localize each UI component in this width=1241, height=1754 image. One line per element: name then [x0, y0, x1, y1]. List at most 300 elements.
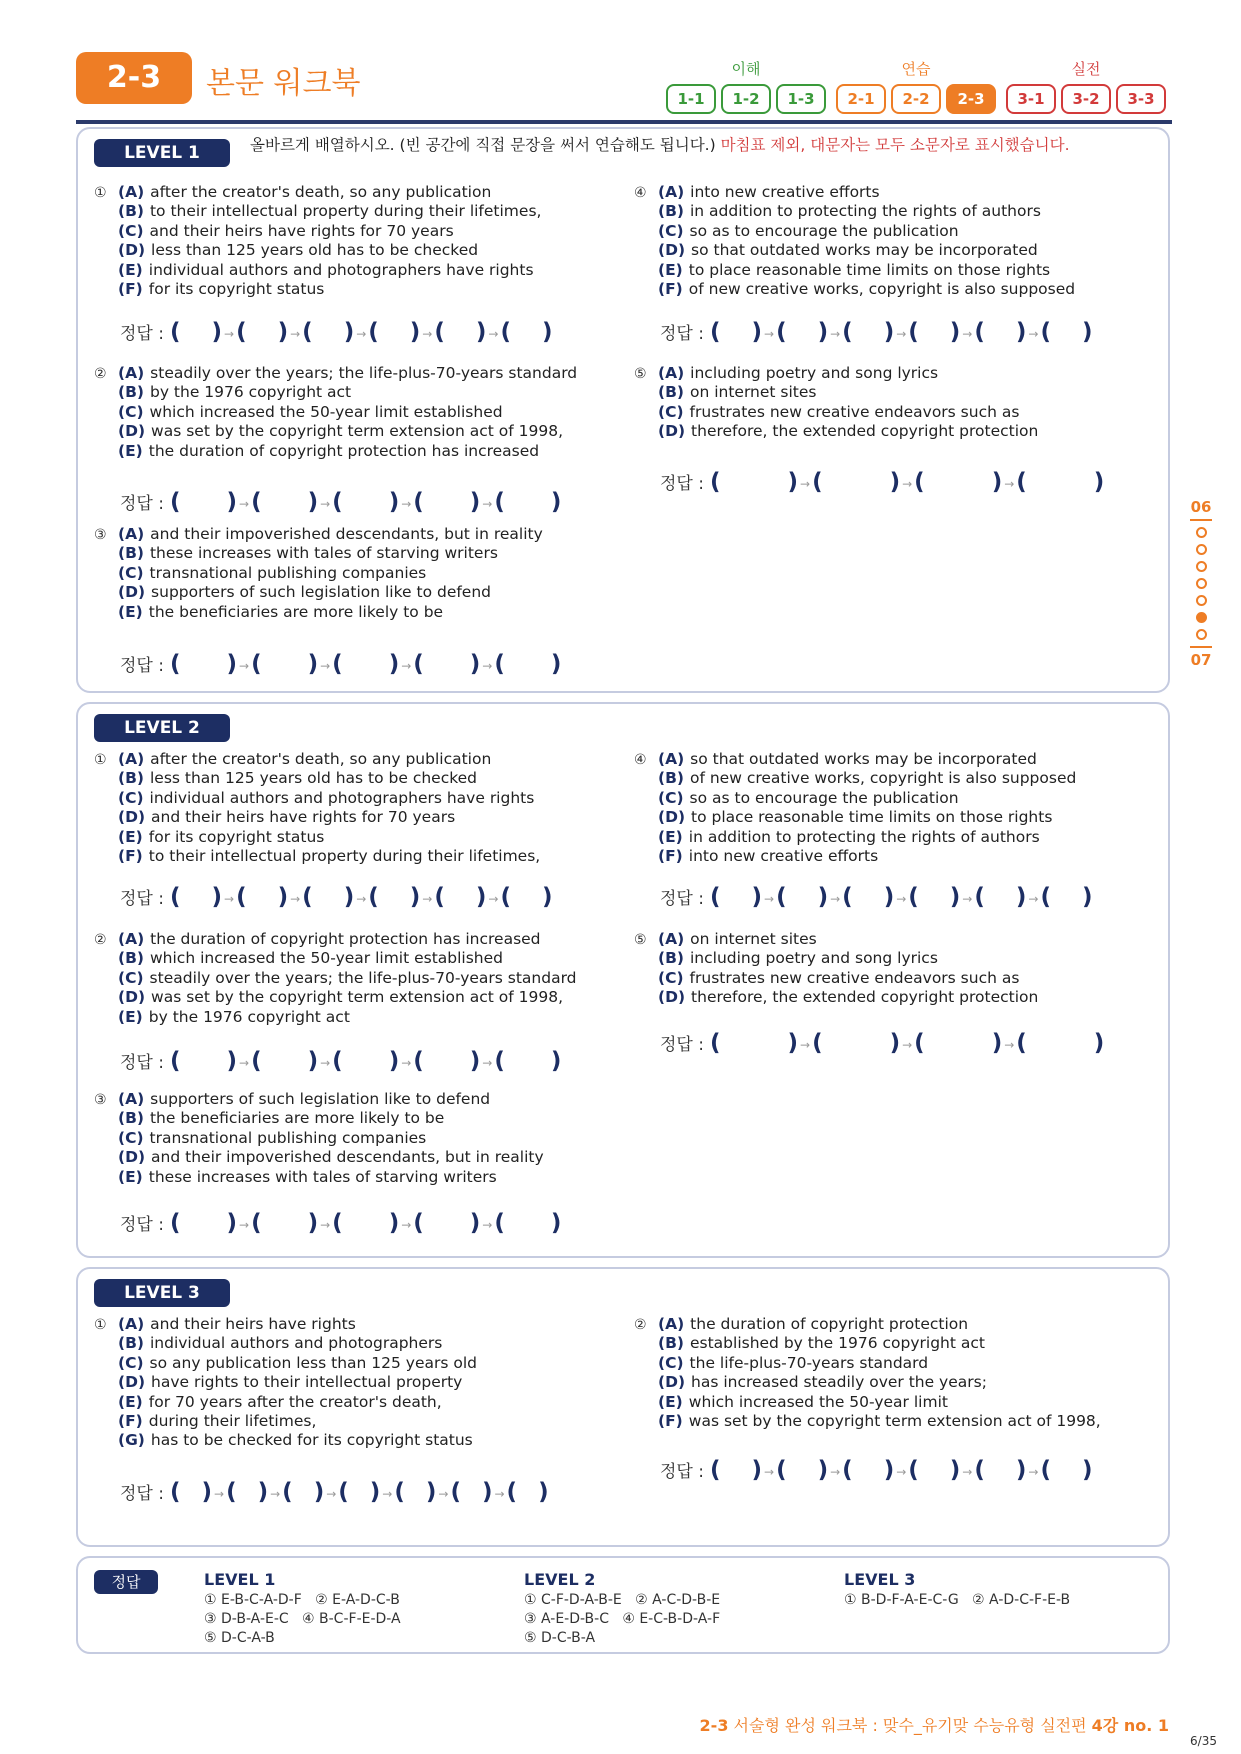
item-letter: (D): [118, 1373, 146, 1392]
answer-label: 정답 :: [120, 324, 164, 344]
answer-slot-open[interactable]: (: [1040, 884, 1051, 910]
item-text: so any publication less than 125 years old: [149, 1353, 477, 1372]
page-dot-icon[interactable]: [1196, 527, 1207, 538]
answer-slot-close[interactable]: ): [307, 1210, 319, 1236]
answer-slot-close[interactable]: ): [991, 1030, 1003, 1056]
answer-slot-close[interactable]: ): [277, 884, 289, 910]
answer-slot-open[interactable]: (: [908, 319, 919, 345]
answer-slot-close[interactable]: ): [541, 884, 553, 910]
item-letter: (B): [658, 949, 684, 968]
item-text: was set by the copyright term extension act of 1998,: [151, 422, 564, 441]
answer-key-badge: 정답: [94, 1570, 158, 1594]
question-item: [118, 364, 577, 383]
answer-slot-open[interactable]: (: [908, 1457, 919, 1483]
answer-slot-open[interactable]: (: [974, 319, 985, 345]
answer-slot-open[interactable]: (: [1040, 319, 1051, 345]
question-item: [118, 988, 577, 1007]
item-text: frustrates new creative endeavors such as: [689, 968, 1020, 987]
nav-button-2-2[interactable]: 2-2: [891, 84, 941, 114]
answer-slot-close[interactable]: ): [257, 1479, 269, 1505]
question-item: [658, 969, 1038, 988]
answer-slot-open[interactable]: (: [236, 319, 247, 345]
item-text: has to be checked for its copyright status: [150, 1431, 473, 1450]
answer-slot-open[interactable]: (: [169, 651, 181, 677]
item-letter: (E): [658, 260, 683, 279]
nav-button-2-3[interactable]: 2-3: [946, 84, 996, 114]
answer-slot-close[interactable]: ): [550, 1048, 562, 1074]
question-items: [658, 750, 1076, 866]
question-item: [118, 969, 577, 988]
item-letter: (C): [658, 221, 684, 240]
answer-slot-close[interactable]: ): [201, 1479, 213, 1505]
page-dot-icon[interactable]: [1196, 612, 1207, 623]
answer-label: 정답 :: [120, 1053, 164, 1073]
answer-slot-open[interactable]: (: [332, 651, 343, 677]
answer-slot-open[interactable]: (: [394, 1479, 405, 1505]
answer-slot-open[interactable]: (: [332, 1210, 343, 1236]
item-text: for 70 years after the creator's death,: [148, 1392, 442, 1411]
answer-slot-open[interactable]: (: [251, 489, 262, 515]
answer-slot-open[interactable]: (: [494, 651, 505, 677]
arrow-icon: →: [401, 1218, 412, 1232]
question-number: ②: [94, 932, 107, 948]
item-letter: (A): [118, 1090, 145, 1108]
answer-slot-close[interactable]: ): [1015, 319, 1027, 345]
answer-slot-open[interactable]: (: [812, 1030, 823, 1056]
item-text: of new creative works, copyright is also supposed: [688, 280, 1076, 299]
answer-slot-open[interactable]: (: [413, 1048, 424, 1074]
answer-slot-open[interactable]: (: [494, 489, 505, 515]
answer-slot-open[interactable]: (: [169, 489, 181, 515]
question-item: [658, 828, 1076, 847]
answer-key-line: ③ D-B-A-E-C ④ B-C-F-E-D-A: [204, 1611, 401, 1627]
question-item: [118, 583, 543, 602]
answer-slot-open[interactable]: (: [908, 884, 919, 910]
arrow-icon: →: [1028, 327, 1039, 341]
item-letter: (C): [118, 968, 144, 987]
nav-button-1-2[interactable]: 1-2: [721, 84, 771, 114]
page-dot-icon[interactable]: [1196, 561, 1207, 572]
answer-label: 정답 :: [660, 1462, 704, 1482]
answer-blank-line[interactable]: [120, 1048, 561, 1074]
item-text: during their lifetimes,: [148, 1412, 317, 1431]
arrow-icon: →: [320, 659, 331, 673]
item-text: transnational publishing companies: [149, 563, 427, 582]
answer-blank-line[interactable]: [660, 1457, 1092, 1483]
answer-slot-close[interactable]: ): [226, 489, 238, 515]
answer-slot-open[interactable]: (: [776, 884, 787, 910]
answer-slot-close[interactable]: ): [226, 651, 238, 677]
answer-slot-open[interactable]: (: [302, 319, 313, 345]
arrow-icon: →: [830, 1465, 841, 1479]
answer-slot-open[interactable]: (: [842, 1457, 853, 1483]
arrow-icon: →: [1004, 477, 1015, 491]
page-dot-icon[interactable]: [1196, 629, 1207, 640]
question-number: ③: [94, 1092, 107, 1108]
answer-slot-close[interactable]: ): [889, 469, 901, 495]
question-items: [118, 1315, 477, 1451]
answer-slot-open[interactable]: (: [169, 1210, 181, 1236]
item-letter: (F): [658, 1412, 683, 1431]
answer-key-column: [204, 1570, 401, 1648]
answer-slot-close[interactable]: ): [787, 469, 799, 495]
answer-slot-close[interactable]: ): [211, 319, 223, 345]
answer-slot-open[interactable]: (: [413, 651, 424, 677]
answer-slot-open[interactable]: (: [914, 469, 925, 495]
answer-label: 정답 :: [660, 474, 704, 494]
answer-label: 정답 :: [120, 1215, 164, 1235]
answer-blank-line[interactable]: [120, 489, 561, 515]
answer-slot-open[interactable]: (: [1016, 469, 1027, 495]
answer-slot-open[interactable]: (: [709, 1457, 721, 1483]
answer-slot-open[interactable]: (: [413, 489, 424, 515]
item-text: after the creator's death, so any publication: [150, 183, 492, 201]
arrow-icon: →: [422, 327, 433, 341]
answer-key-line: ⑤ D-C-B-A: [524, 1630, 596, 1646]
answer-blank-line[interactable]: [660, 884, 1092, 910]
answer-slot-close[interactable]: ): [550, 489, 562, 515]
item-text: so that outdated works may be incorporated: [691, 241, 1038, 260]
item-text: was set by the copyright term extension act of 1998,: [688, 1412, 1101, 1431]
question-items: [118, 525, 543, 622]
item-letter: (B): [658, 383, 684, 402]
question-item: [118, 183, 541, 202]
item-letter: (D): [658, 808, 686, 827]
answer-slot-close[interactable]: ): [1081, 884, 1093, 910]
item-letter: (D): [118, 241, 146, 260]
answer-key-line: ① E-B-C-A-D-F ② E-A-D-C-B: [204, 1592, 400, 1608]
answer-slot-open[interactable]: (: [169, 884, 181, 910]
section-code-badge: 2-3: [76, 52, 192, 104]
answer-slot-close[interactable]: ): [469, 1048, 481, 1074]
item-text: and their heirs have rights: [150, 1315, 356, 1333]
answer-slot-open[interactable]: (: [842, 319, 853, 345]
answer-slot-close[interactable]: ): [369, 1479, 381, 1505]
answer-slot-open[interactable]: (: [169, 319, 181, 345]
item-letter: (D): [658, 422, 686, 441]
question-item: [118, 828, 540, 847]
answer-slot-close[interactable]: ): [889, 1030, 901, 1056]
answer-blank-line[interactable]: [660, 319, 1092, 345]
answer-slot-open[interactable]: (: [251, 1210, 262, 1236]
answer-slot-close[interactable]: ): [787, 1030, 799, 1056]
answer-slot-close[interactable]: ): [409, 884, 421, 910]
question-item: [118, 750, 540, 769]
answer-slot-close[interactable]: ): [313, 1479, 325, 1505]
answer-label: 정답 :: [660, 889, 704, 909]
question-item: [118, 930, 577, 949]
nav-button-3-3[interactable]: 3-3: [1116, 84, 1166, 114]
answer-slot-close[interactable]: ): [550, 651, 562, 677]
answer-slot-close[interactable]: ): [1015, 1457, 1027, 1483]
arrow-icon: →: [896, 892, 907, 906]
answer-slot-open[interactable]: (: [169, 1479, 181, 1505]
answer-blank-line[interactable]: [660, 469, 1104, 495]
arrow-icon: →: [800, 1038, 811, 1052]
item-letter: (D): [118, 988, 146, 1007]
answer-slot-close[interactable]: ): [817, 319, 829, 345]
answer-slot-close[interactable]: ): [388, 489, 400, 515]
item-letter: (B): [118, 383, 144, 402]
question-item: [118, 1315, 477, 1334]
item-letter: (A): [658, 930, 685, 948]
answer-slot-close[interactable]: ): [343, 319, 355, 345]
answer-slot-close[interactable]: ): [388, 1048, 400, 1074]
question-item: [658, 750, 1076, 769]
answer-slot-close[interactable]: ): [1093, 469, 1105, 495]
item-letter: (E): [118, 1167, 143, 1186]
item-letter: (B): [658, 202, 684, 221]
answer-blank-line[interactable]: [120, 651, 561, 677]
answer-label: 정답 :: [120, 494, 164, 514]
answer-slot-close[interactable]: ): [388, 1210, 400, 1236]
question-item: [118, 808, 540, 827]
answer-slot-close[interactable]: ): [949, 1457, 961, 1483]
answer-slot-close[interactable]: ): [883, 1457, 895, 1483]
answer-slot-open[interactable]: (: [302, 884, 313, 910]
question-item: [118, 241, 541, 260]
answer-slot-close[interactable]: ): [1081, 319, 1093, 345]
question-item: [118, 1373, 477, 1392]
answer-slot-open[interactable]: (: [709, 319, 721, 345]
footer-text: 2-3 서술형 완성 워크북 : 맞수_유기맞 수능유형 실전편 4강 no. 1: [699, 1716, 1169, 1735]
arrow-icon: →: [239, 659, 250, 673]
answer-slot-open[interactable]: (: [709, 469, 721, 495]
answer-slot-close[interactable]: ): [817, 1457, 829, 1483]
answer-slot-open[interactable]: (: [236, 884, 247, 910]
question-item: [658, 1393, 1101, 1412]
answer-slot-open[interactable]: (: [226, 1479, 237, 1505]
answer-slot-open[interactable]: (: [812, 469, 823, 495]
item-letter: (E): [118, 602, 143, 621]
item-text: the duration of copyright protection has increased: [148, 441, 540, 460]
answer-slot-close[interactable]: ): [1015, 884, 1027, 910]
answer-slot-open[interactable]: (: [494, 1210, 505, 1236]
item-letter: (F): [118, 1412, 143, 1431]
question-number: ①: [94, 752, 107, 768]
answer-slot-close[interactable]: ): [469, 651, 481, 677]
answer-slot-close[interactable]: ): [1093, 1030, 1105, 1056]
answer-slot-close[interactable]: ): [475, 884, 487, 910]
arrow-icon: →: [488, 327, 499, 341]
arrow-icon: →: [239, 497, 250, 511]
arrow-icon: →: [764, 327, 775, 341]
answer-slot-close[interactable]: ): [277, 319, 289, 345]
question-item: [118, 1354, 477, 1373]
answer-blank-line[interactable]: [120, 319, 552, 345]
question-item: [658, 202, 1075, 221]
question-item: [118, 564, 543, 583]
answer-slot-open[interactable]: (: [494, 1048, 505, 1074]
answer-slot-open[interactable]: (: [368, 884, 379, 910]
answer-slot-open[interactable]: (: [450, 1479, 461, 1505]
question-item: [118, 383, 577, 402]
nav-button-3-2[interactable]: 3-2: [1061, 84, 1111, 114]
answer-key-line: ③ A-E-D-B-C ④ E-C-B-D-A-F: [524, 1611, 721, 1627]
page-dot-icon[interactable]: [1196, 544, 1207, 555]
answer-slot-open[interactable]: (: [914, 1030, 925, 1056]
answer-slot-open[interactable]: (: [500, 319, 511, 345]
answer-slot-open[interactable]: (: [282, 1479, 293, 1505]
question-items: [658, 364, 1038, 442]
page-dot-icon[interactable]: [1196, 595, 1207, 606]
answer-slot-open[interactable]: (: [842, 884, 853, 910]
answer-slot-open[interactable]: (: [974, 884, 985, 910]
item-letter: (D): [658, 241, 686, 260]
item-text: therefore, the extended copyright protection: [691, 988, 1039, 1007]
item-text: into new creative efforts: [688, 847, 879, 866]
arrow-icon: →: [1028, 892, 1039, 906]
answer-slot-open[interactable]: (: [413, 1210, 424, 1236]
answer-slot-close[interactable]: ): [425, 1479, 437, 1505]
answer-slot-open[interactable]: (: [169, 1048, 181, 1074]
question-item: [658, 1354, 1101, 1373]
arrow-icon: →: [962, 1465, 973, 1479]
answer-slot-open[interactable]: (: [1016, 1030, 1027, 1056]
item-letter: (B): [118, 949, 144, 968]
question-item: [118, 280, 541, 299]
answer-slot-close[interactable]: ): [469, 1210, 481, 1236]
answer-slot-close[interactable]: ): [883, 884, 895, 910]
answer-slot-close[interactable]: ): [475, 319, 487, 345]
arrow-icon: →: [764, 1465, 775, 1479]
arrow-icon: →: [290, 892, 301, 906]
answer-slot-close[interactable]: ): [949, 319, 961, 345]
answer-slot-open[interactable]: (: [332, 489, 343, 515]
instruction-note: 마침표 제외, 대문자는 모두 소문자로 표시했습니다.: [720, 136, 1070, 154]
arrow-icon: →: [494, 1487, 505, 1501]
nav-button-2-1[interactable]: 2-1: [836, 84, 886, 114]
answer-slot-close[interactable]: ): [991, 469, 1003, 495]
arrow-icon: →: [482, 659, 493, 673]
answer-slot-close[interactable]: ): [469, 489, 481, 515]
item-letter: (B): [118, 1109, 144, 1128]
answer-slot-close[interactable]: ): [1081, 1457, 1093, 1483]
answer-slot-close[interactable]: ): [409, 319, 421, 345]
answer-slot-close[interactable]: ): [751, 319, 763, 345]
question-item: [658, 280, 1075, 299]
answer-slot-open[interactable]: (: [1040, 1457, 1051, 1483]
level-badge: LEVEL 3: [94, 1279, 230, 1307]
answer-slot-open[interactable]: (: [709, 1030, 721, 1056]
nav-button-3-1[interactable]: 3-1: [1006, 84, 1056, 114]
item-letter: (C): [658, 402, 684, 421]
item-letter: (C): [658, 788, 684, 807]
answer-blank-line[interactable]: [660, 1030, 1104, 1056]
answer-slot-close[interactable]: ): [817, 884, 829, 910]
item-letter: (A): [658, 1315, 685, 1333]
answer-slot-open[interactable]: (: [251, 1048, 262, 1074]
item-text: which increased the 50-year limit established: [149, 949, 504, 968]
answer-slot-open[interactable]: (: [332, 1048, 343, 1074]
nav-group-label: 이해: [731, 60, 761, 78]
item-text: so that outdated works may be incorporated: [690, 750, 1037, 768]
item-text: after the creator's death, so any publication: [150, 750, 492, 768]
answer-slot-close[interactable]: ): [343, 884, 355, 910]
question-number: ④: [634, 185, 647, 201]
item-letter: (F): [658, 280, 683, 299]
page-dot-icon[interactable]: [1196, 578, 1207, 589]
answer-slot-open[interactable]: (: [434, 319, 445, 345]
arrow-icon: →: [401, 497, 412, 511]
answer-slot-open[interactable]: (: [434, 884, 445, 910]
answer-slot-open[interactable]: (: [709, 884, 721, 910]
nav-group-label: 연습: [901, 60, 931, 78]
arrow-icon: →: [438, 1487, 449, 1501]
item-letter: (A): [658, 750, 685, 768]
answer-slot-open[interactable]: (: [776, 1457, 787, 1483]
answer-slot-close[interactable]: ): [541, 319, 553, 345]
answer-label: 정답 :: [120, 1484, 164, 1504]
answer-slot-close[interactable]: ): [211, 884, 223, 910]
question-number: ②: [94, 366, 107, 382]
answer-slot-close[interactable]: ): [307, 1048, 319, 1074]
answer-slot-close[interactable]: ): [550, 1210, 562, 1236]
item-letter: (C): [118, 788, 144, 807]
answer-slot-open[interactable]: (: [776, 319, 787, 345]
item-text: to place reasonable time limits on those rights: [691, 808, 1053, 827]
answer-slot-open[interactable]: (: [368, 319, 379, 345]
nav-button-1-3[interactable]: 1-3: [776, 84, 826, 114]
answer-slot-close[interactable]: ): [307, 489, 319, 515]
answer-slot-close[interactable]: ): [307, 651, 319, 677]
level-badge: LEVEL 2: [94, 714, 230, 742]
arrow-icon: →: [800, 477, 811, 491]
nav-button-1-1[interactable]: 1-1: [666, 84, 716, 114]
item-text: for its copyright status: [148, 827, 325, 846]
question-number: ①: [94, 1317, 107, 1333]
item-text: to their intellectual property during their lifetimes,: [149, 202, 542, 221]
item-text: steadily over the years; the life-plus-70-years standard: [149, 968, 577, 987]
arrow-icon: →: [239, 1056, 250, 1070]
item-letter: (A): [658, 183, 685, 201]
answer-slot-open[interactable]: (: [500, 884, 511, 910]
answer-blank-line[interactable]: [120, 1210, 561, 1236]
arrow-icon: →: [356, 327, 367, 341]
instruction-text: [250, 135, 1150, 156]
answer-slot-close[interactable]: ): [751, 884, 763, 910]
answer-slot-close[interactable]: ): [751, 1457, 763, 1483]
answer-blank-line[interactable]: [120, 1479, 549, 1505]
item-text: steadily over the years; the life-plus-70-years standard: [150, 364, 578, 382]
question-item: [118, 1090, 544, 1109]
question-item: [118, 769, 540, 788]
answer-slot-open[interactable]: (: [506, 1479, 518, 1505]
item-letter: (D): [118, 1148, 146, 1167]
answer-slot-open[interactable]: (: [338, 1479, 349, 1505]
question-item: [658, 949, 1038, 968]
answer-slot-open[interactable]: (: [251, 651, 262, 677]
item-letter: (A): [118, 750, 145, 768]
arrow-icon: →: [962, 892, 973, 906]
answer-slot-close[interactable]: ): [226, 1048, 238, 1074]
question-item: [118, 1168, 544, 1187]
answer-slot-close[interactable]: ): [481, 1479, 493, 1505]
answer-slot-close[interactable]: ): [883, 319, 895, 345]
item-text: have rights to their intellectual property: [151, 1373, 463, 1392]
answer-slot-close[interactable]: ): [949, 884, 961, 910]
question-number: ④: [634, 752, 647, 768]
answer-slot-close[interactable]: ): [226, 1210, 238, 1236]
question-item: [118, 442, 577, 461]
arrow-icon: →: [224, 327, 235, 341]
answer-slot-close[interactable]: ): [538, 1479, 549, 1505]
answer-slot-open[interactable]: (: [974, 1457, 985, 1483]
answer-blank-line[interactable]: [120, 884, 552, 910]
answer-slot-close[interactable]: ): [388, 651, 400, 677]
arrow-icon: →: [1004, 1038, 1015, 1052]
question-number: ①: [94, 185, 107, 201]
